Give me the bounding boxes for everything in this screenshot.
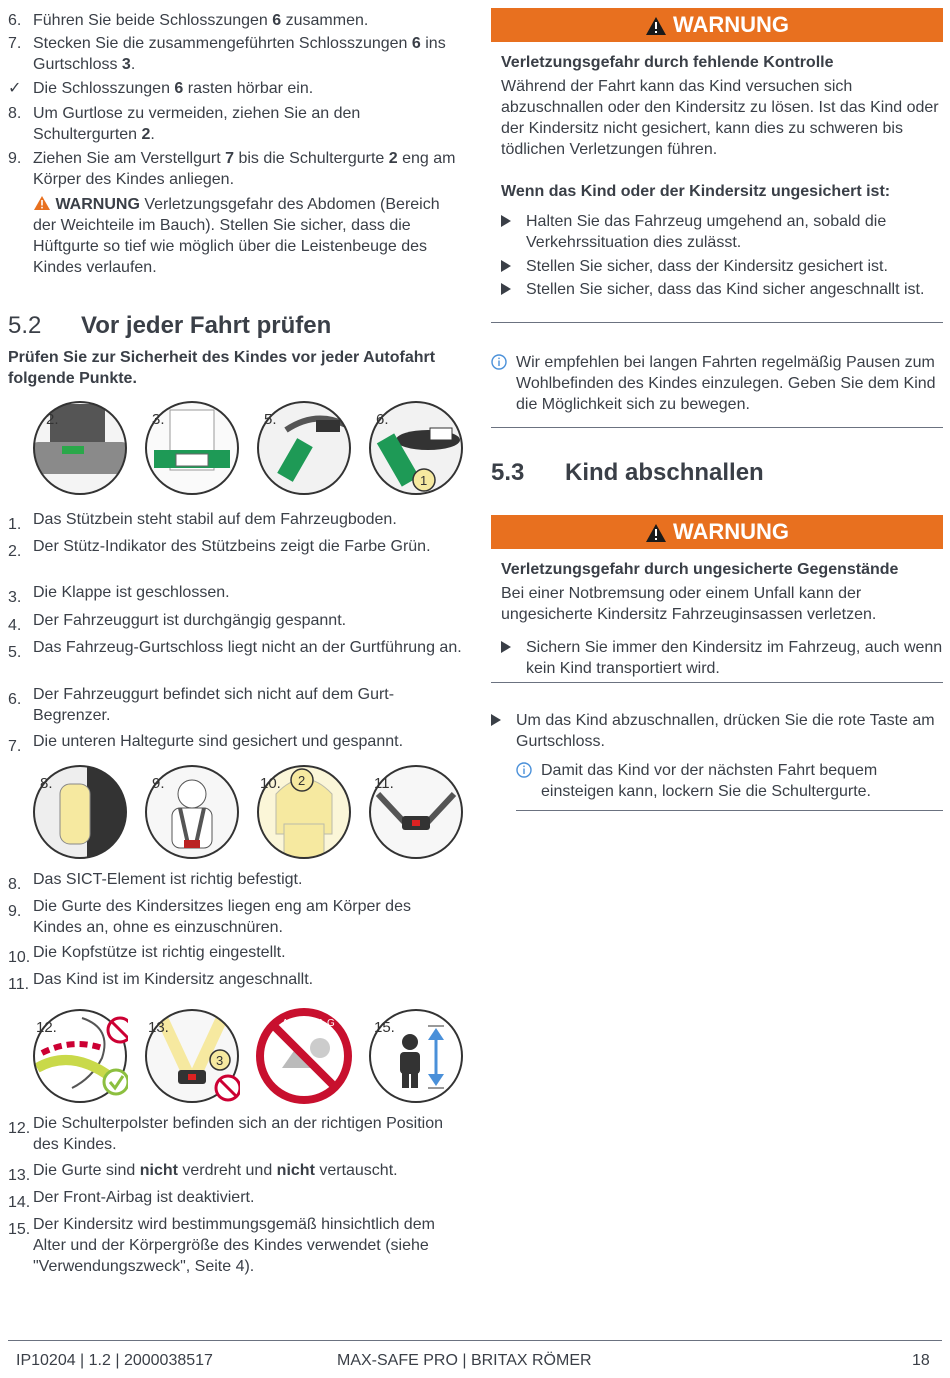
warning-banner bbox=[491, 8, 943, 42]
belts-not-twisted-pictogram bbox=[144, 1008, 240, 1104]
pictogram-number: 15. bbox=[374, 1019, 395, 1036]
check-mark-icon: ✓ bbox=[8, 80, 22, 97]
item-number: 10. bbox=[8, 949, 31, 966]
child-height-pictogram bbox=[368, 1008, 464, 1104]
pictogram-number: 5. bbox=[264, 411, 277, 428]
section-lead: Prüfen Sie zur Sicherheit des Kindes vor jeder Autofahrt folgende Punkte. bbox=[8, 349, 436, 387]
item-text: Führen Sie beide Schlosszungen 6 zusammen. bbox=[33, 12, 369, 29]
item-number: 13. bbox=[8, 1167, 31, 1184]
sict-element-pictogram bbox=[32, 764, 128, 860]
section-title: Vor jeder Fahrt prüfen bbox=[81, 312, 332, 339]
bullet-arrow-icon bbox=[501, 215, 511, 227]
footer-rule bbox=[8, 1340, 942, 1341]
warning-banner bbox=[491, 515, 943, 549]
pictogram-row bbox=[32, 400, 472, 500]
info-text: Wir empfehlen bei langen Fahrten regelmäßig Pausen zum Wohlbefinden des Kindes einzulegen. Geben Sie dem Kind die Möglichkeit sich zu bewegen. bbox=[516, 354, 936, 413]
item-text: Die Gurte sind nicht verdreht und nicht vertauscht. bbox=[33, 1162, 398, 1179]
buckled-child-pictogram bbox=[368, 764, 464, 860]
pictogram-number: 11. bbox=[374, 775, 394, 792]
item-number: 3. bbox=[8, 589, 22, 606]
pictogram-number: 2. bbox=[46, 411, 59, 428]
item-text: Um Gurtlose zu vermeiden, ziehen Sie an den Schultergurten 2. bbox=[33, 105, 361, 143]
item-text: Die Schulterpolster befinden sich an der richtigen Position des Kindes. bbox=[33, 1115, 444, 1153]
info-icon bbox=[491, 354, 507, 370]
item-text: Stecken Sie die zusammengeführten Schlosszungen 6 ins Gurtschloss 3. bbox=[33, 35, 446, 73]
warning-subtitle: Verletzungsgefahr durch ungesicherte Gegenstände bbox=[501, 561, 899, 578]
item-number: 9. bbox=[8, 903, 22, 920]
warning-text: Während der Fahrt kann das Kind versuchen sich abzuschnallen oder den Kindersitz zu lösen. Ist das Kind oder der Kindersitz nicht gesichert, kann dies zu schweren bis tödlichen Verletzungen führen. bbox=[501, 78, 939, 158]
item-number: 11. bbox=[8, 976, 30, 993]
item-number: 7. bbox=[8, 35, 22, 52]
item-number: 8. bbox=[8, 105, 22, 122]
divider bbox=[491, 427, 943, 428]
child-harness-pictogram bbox=[144, 764, 240, 860]
pictogram-callout: 1 bbox=[420, 473, 428, 488]
item-text: Die Schlosszungen 6 rasten hörbar ein. bbox=[33, 80, 314, 97]
headrest-pictogram bbox=[256, 764, 352, 860]
item-text: Der Kindersitz wird bestimmungsgemäß hinsichtlich dem Alter und der Körpergröße des Kindes verwendet (siehe "Verwendungszweck", Seite 4). bbox=[33, 1216, 435, 1275]
item-text: Das SICT-Element ist richtig befestigt. bbox=[33, 871, 303, 888]
pictogram-number: 3. bbox=[152, 411, 165, 428]
item-number: 12. bbox=[8, 1120, 31, 1137]
divider bbox=[491, 682, 943, 683]
warning-label: WARNUNG bbox=[672, 519, 790, 544]
footer-doc-id: IP10204 | 1.2 | 2000038517 bbox=[16, 1352, 213, 1369]
warning-text: Bei einer Notbremsung oder einem Unfall kann der ungesicherte Kindersitz Fahrzeuginsassen verletzen. bbox=[501, 585, 877, 623]
warning-triangle-icon bbox=[645, 16, 667, 36]
divider bbox=[491, 322, 943, 323]
item-text: Die unteren Haltegurte sind gesichert und gespannt. bbox=[33, 733, 404, 750]
item-text: Der Fahrzeuggurt befindet sich nicht auf dem Gurt-Begrenzer. bbox=[33, 686, 395, 724]
item-number: 2. bbox=[8, 543, 22, 560]
vehicle-belt-pictogram bbox=[256, 400, 352, 496]
pictogram-callout: 2 bbox=[298, 773, 306, 788]
section-title: Kind abschnallen bbox=[565, 459, 764, 486]
pictogram-row bbox=[32, 1008, 472, 1108]
item-text: Das Stützbein steht stabil auf dem Fahrzeugboden. bbox=[33, 511, 397, 528]
pictogram-callout: 3 bbox=[216, 1053, 224, 1068]
item-text: Ziehen Sie am Verstellgurt 7 bis die Schultergurte 2 eng am Körper des Kindes anliegen. bbox=[33, 150, 456, 188]
pictogram-number: 13. bbox=[148, 1019, 169, 1036]
shoulder-pad-pictogram bbox=[32, 1008, 128, 1104]
warning-label: WARNUNG bbox=[672, 12, 790, 37]
inline-warning-text: Verletzungsgefahr des Abdomen (Bereich der Weichteile im Bauch). Stellen Sie sicher, dass die Hüftgurte so tief wie möglich über die Leistenbeuge des Kindes verlaufen. bbox=[33, 196, 440, 276]
pictogram-number: 9. bbox=[152, 775, 165, 792]
item-number: 6. bbox=[8, 691, 22, 708]
warning-subtitle: Verletzungsgefahr durch fehlende Kontrolle bbox=[501, 54, 834, 71]
inline-warning-label: WARNUNG bbox=[55, 196, 140, 213]
item-number: 6. bbox=[8, 12, 22, 29]
section-number: 5.2 bbox=[8, 312, 42, 339]
airbag-label: AIRBAG bbox=[282, 1018, 338, 1029]
pictogram-number: 6. bbox=[376, 411, 389, 428]
pictogram-number: 12. bbox=[36, 1019, 57, 1036]
item-text: Der Front-Airbag ist deaktiviert. bbox=[33, 1189, 255, 1206]
bullet-arrow-icon bbox=[501, 283, 511, 295]
item-number: 9. bbox=[8, 150, 22, 167]
pictogram-number: 8. bbox=[40, 775, 53, 792]
item-number: 8. bbox=[8, 876, 22, 893]
item-number: 7. bbox=[8, 738, 22, 755]
footer-page-number: 18 bbox=[912, 1352, 930, 1369]
support-leg-pictogram bbox=[32, 400, 128, 496]
item-number: 15. bbox=[8, 1221, 31, 1238]
pictogram-row bbox=[32, 764, 472, 864]
bullet-arrow-icon bbox=[491, 714, 501, 726]
divider bbox=[516, 810, 943, 811]
belt-buckle-pictogram bbox=[368, 400, 464, 496]
item-text: Die Klappe ist geschlossen. bbox=[33, 584, 230, 601]
footer-product: MAX-SAFE PRO | BRITAX RÖMER bbox=[337, 1352, 592, 1369]
item-text: Der Stütz-Indikator des Stützbeins zeigt die Farbe Grün. bbox=[33, 538, 431, 555]
bullet-arrow-icon bbox=[501, 641, 511, 653]
item-number: 14. bbox=[8, 1194, 31, 1211]
item-text: Der Fahrzeuggurt ist durchgängig gespannt. bbox=[33, 612, 347, 629]
item-number: 5. bbox=[8, 644, 22, 661]
item-text: Die Kopfstütze ist richtig eingestellt. bbox=[33, 944, 286, 961]
warning-condition: Wenn das Kind oder der Kindersitz ungesichert ist: bbox=[501, 183, 891, 200]
item-text: Die Gurte des Kindersitzes liegen eng am Körper des Kindes an, ohne es einzuschnüren. bbox=[33, 898, 411, 936]
warning-triangle-icon bbox=[33, 195, 51, 211]
item-text: Das Fahrzeug-Gurtschloss liegt nicht an der Gurtführung an. bbox=[33, 639, 462, 656]
airbag-deactivated-pictogram bbox=[256, 1008, 352, 1104]
bullet-arrow-icon bbox=[501, 260, 511, 272]
item-text: Das Kind ist im Kindersitz angeschnallt. bbox=[33, 971, 314, 988]
section-number: 5.3 bbox=[491, 459, 525, 486]
info-text: Damit das Kind vor der nächsten Fahrt bequem einsteigen kann, lockern Sie die Schultergurte. bbox=[541, 762, 878, 800]
warning-triangle-icon bbox=[645, 523, 667, 543]
flap-closed-pictogram bbox=[144, 400, 240, 496]
info-icon bbox=[516, 762, 532, 778]
pictogram-number: 10. bbox=[260, 775, 281, 792]
item-number: 4. bbox=[8, 617, 22, 634]
item-number: 1. bbox=[8, 516, 22, 533]
